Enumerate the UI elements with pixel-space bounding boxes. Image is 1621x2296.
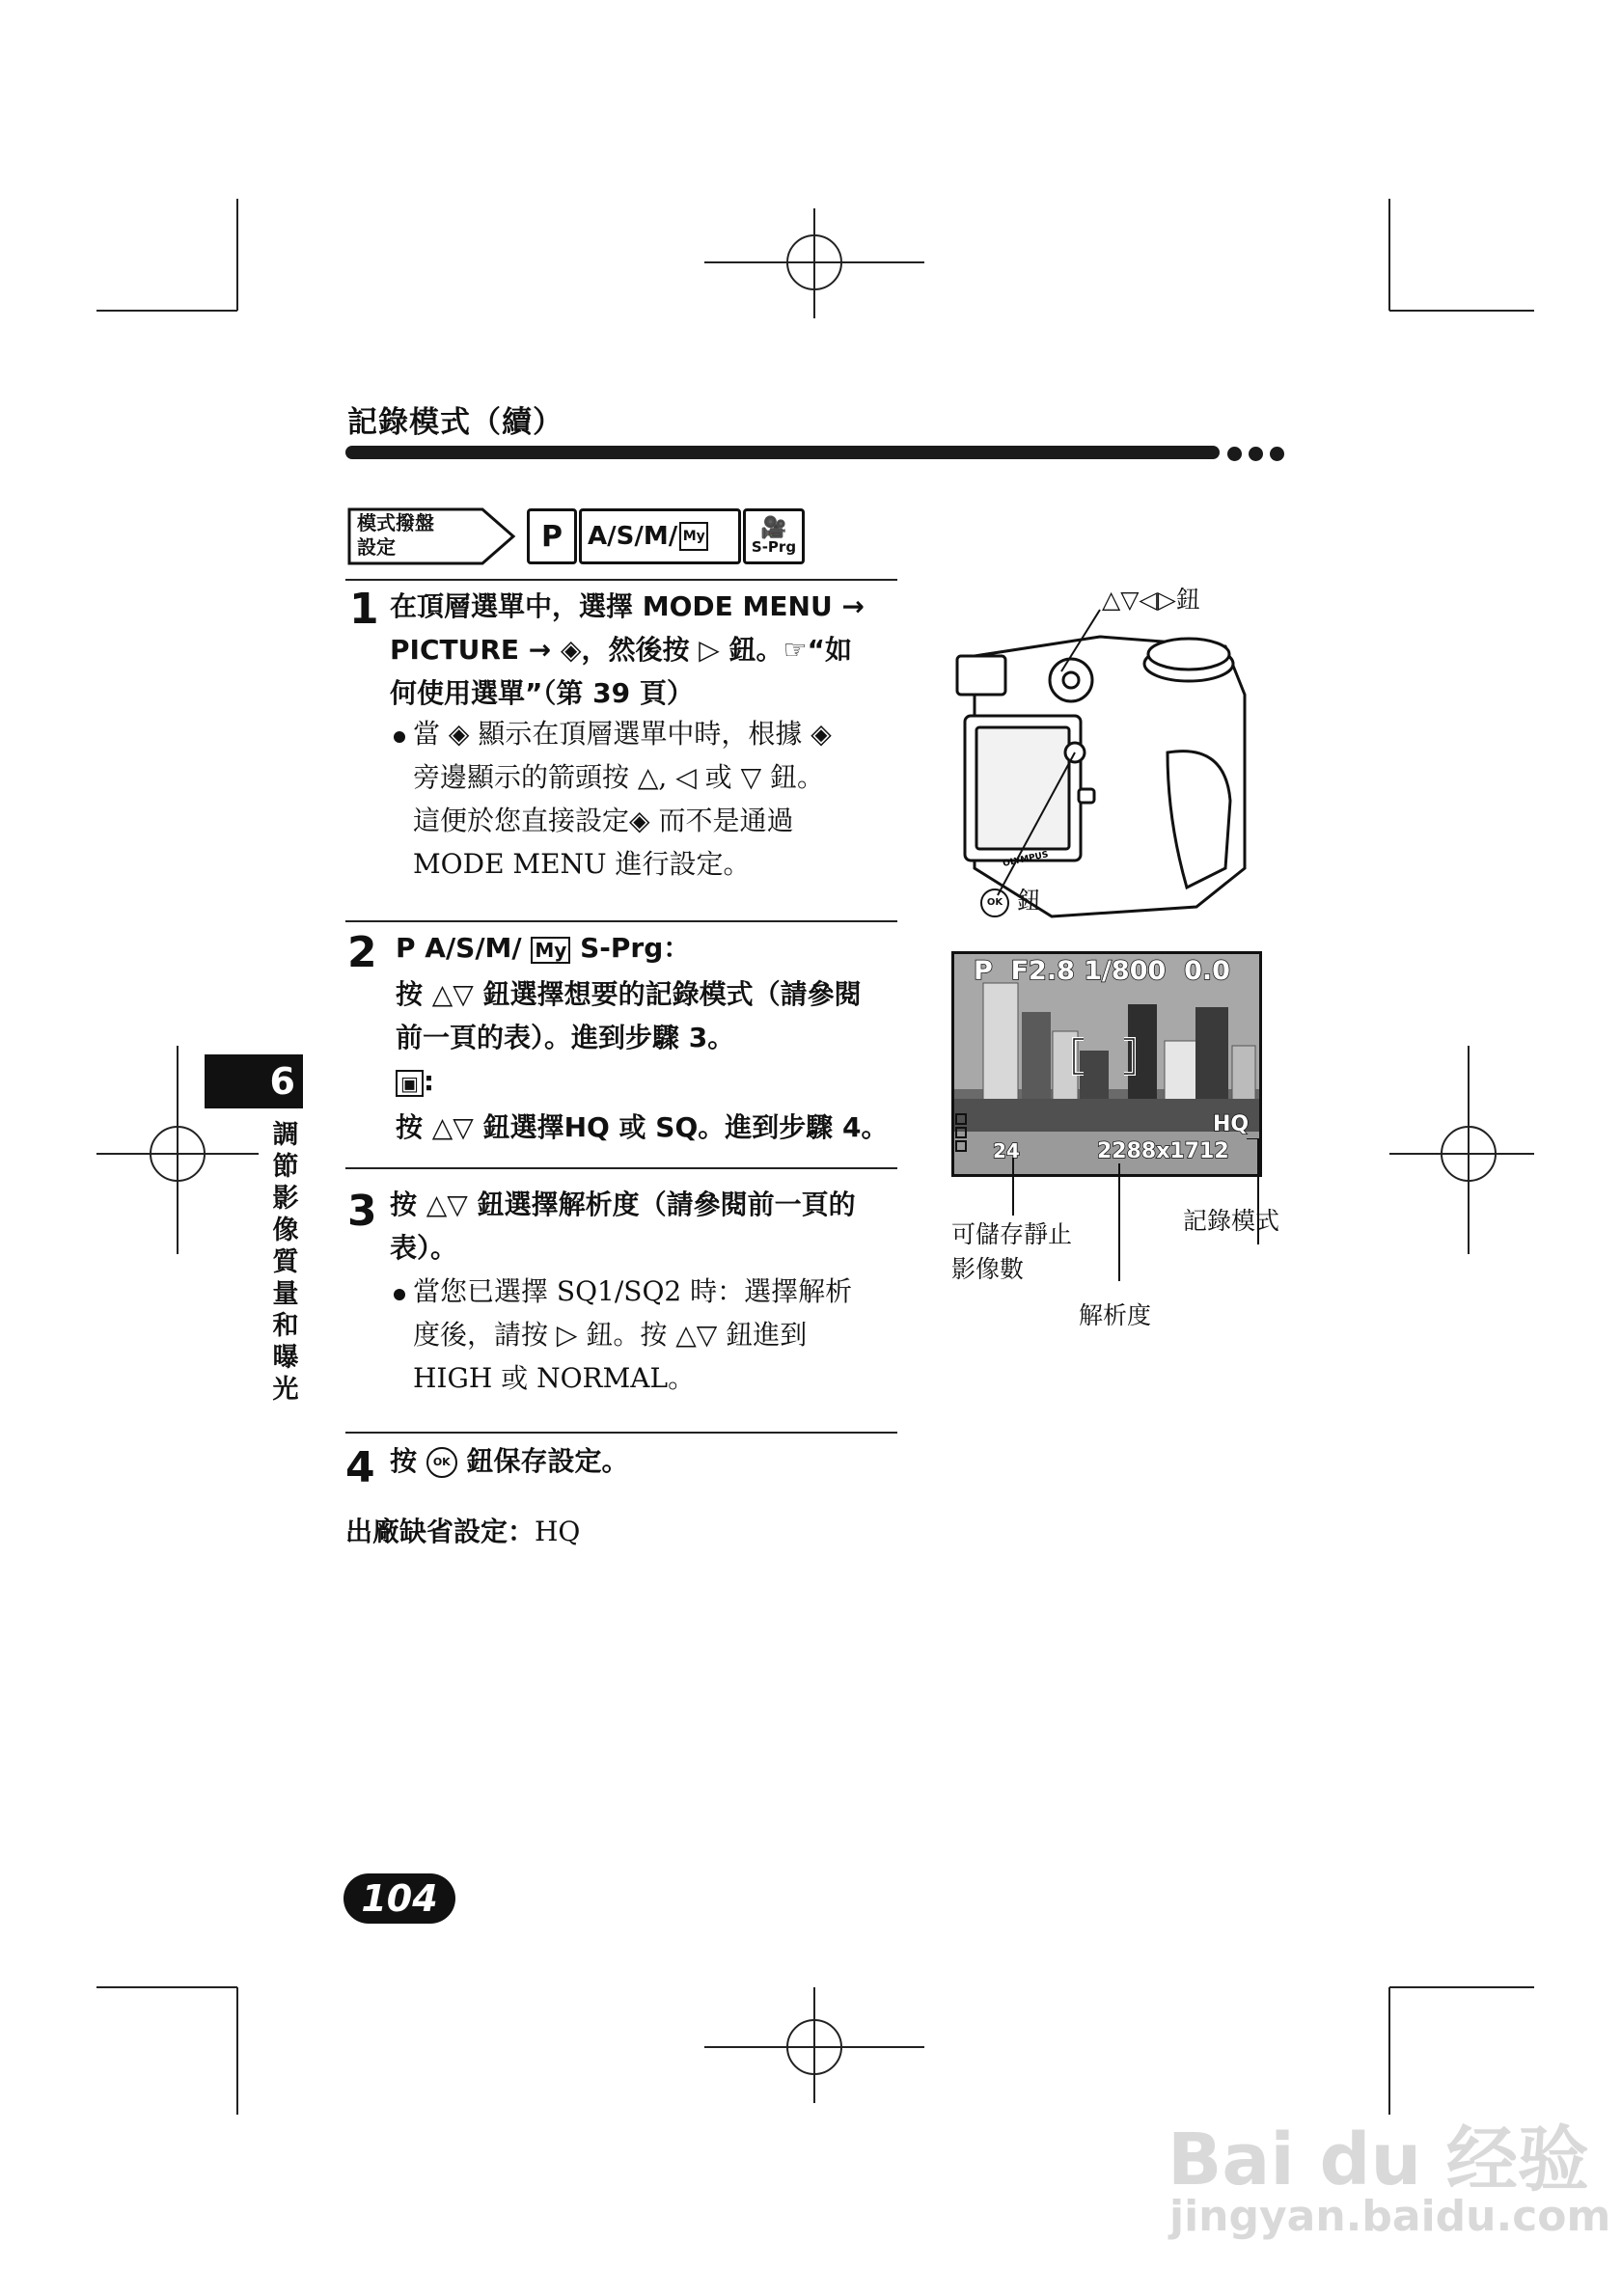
chapter-title-vertical: 調 節 影 像 質 量 和 曝 光 bbox=[272, 1120, 299, 1405]
movie-icon: ▣ bbox=[396, 1070, 424, 1097]
my-mode-icon: My bbox=[679, 522, 708, 551]
step-number: 4 bbox=[345, 1443, 375, 1492]
default-setting: 出廠缺省設定：HQ bbox=[345, 1516, 581, 1547]
step-1-note: 當 ◈ 顯示在頂層選單中時，根據 ◈ 旁邊顯示的箭頭按 △, ◁ 或 ▽ 鈕。 這便於您直接設定◈ 而不是通過 MODE MENU 進行設定。 bbox=[413, 718, 832, 880]
ok-button-icon: OK bbox=[426, 1447, 457, 1478]
label-record-mode: 記錄模式 bbox=[1183, 1207, 1280, 1235]
chapter-tab: 6 bbox=[205, 1054, 303, 1108]
step-3-instruction: 按 △▽ 鈕選擇解析度（請參閱前一頁的 表）。 bbox=[390, 1189, 856, 1264]
watermark-logo: Bai du 经验 bbox=[1168, 2118, 1589, 2201]
header-dot bbox=[1270, 447, 1284, 461]
step-rule bbox=[345, 1432, 897, 1434]
label-resolution: 解析度 bbox=[1079, 1301, 1152, 1329]
watermark-url: jingyan.baidu.com bbox=[1169, 2192, 1611, 2241]
mode-dial-tag-text: 模式撥盤 設定 bbox=[357, 511, 434, 559]
step-rule bbox=[345, 579, 897, 581]
ok-button-icon: OK bbox=[980, 888, 1009, 917]
header-rule bbox=[345, 446, 1220, 459]
ok-button-label: OK 鈕 bbox=[980, 884, 1041, 918]
header-dot bbox=[1249, 447, 1263, 461]
lcd-quality: HQ bbox=[1213, 1112, 1250, 1136]
picture-quality-icon: ◈ bbox=[448, 718, 470, 750]
bullet bbox=[394, 1289, 405, 1300]
picture-quality-icon: ◈ bbox=[810, 718, 832, 750]
lcd-resolution: 2288x1712 bbox=[1097, 1139, 1229, 1163]
page-number: 104 bbox=[343, 1873, 455, 1924]
step-rule bbox=[345, 1167, 897, 1169]
arrow-button-label: △▽◁▷鈕 bbox=[1102, 586, 1200, 614]
step-number: 2 bbox=[347, 928, 377, 977]
step-number: 1 bbox=[349, 585, 379, 634]
bullet bbox=[394, 731, 405, 743]
movie-camera-icon: 🎥 bbox=[760, 516, 787, 540]
mode-chip-sprg: 🎥 S-Prg bbox=[743, 508, 805, 564]
picture-quality-icon: ◈ bbox=[551, 634, 582, 666]
picture-quality-icon: ◈ bbox=[629, 805, 650, 836]
camera-illustration bbox=[936, 608, 1264, 926]
step-2-instruction: P A/S/M/ My S-Prg： 按 △▽ 鈕選擇想要的記錄模式（請參閱 前一頁的表）。進到步驟 3。 ▣ : 按 △▽ 鈕選擇HQ 或 SQ。進到步驟 4。 bbox=[396, 932, 889, 1143]
camera-brand: OLYMPUS bbox=[1002, 850, 1050, 869]
step-number: 3 bbox=[347, 1187, 377, 1236]
mode-chip-asm: A/S/M/ My bbox=[579, 508, 741, 564]
page-title: 記錄模式（續） bbox=[347, 405, 563, 440]
reference-icon: ☞ bbox=[783, 634, 808, 666]
header-dot bbox=[1227, 447, 1242, 461]
lcd-top-readout: P F2.8 1/800 0.0 bbox=[974, 956, 1230, 986]
step-3-note: 當您已選擇 SQ1/SQ2 時：選擇解析 度後，請按 ▷ 鈕。按 △▽ 鈕進到 HIGH 或 NORMAL。 bbox=[413, 1275, 853, 1394]
my-mode-icon: My bbox=[531, 937, 570, 964]
lcd-count: 24 bbox=[993, 1139, 1020, 1162]
label-storable-count: 可儲存靜止 影像數 bbox=[951, 1220, 1073, 1283]
step-rule bbox=[345, 920, 897, 922]
mode-chip-p: P bbox=[527, 508, 577, 564]
step-4-instruction: 按 OK 鈕保存設定。 bbox=[390, 1445, 629, 1477]
step-1-instruction: 在頂層選單中，選擇 MODE MENU → PICTURE → ◈，然後按 ▷ 鈕。☞“如 何使用選單”（第 39 頁） bbox=[390, 590, 865, 709]
